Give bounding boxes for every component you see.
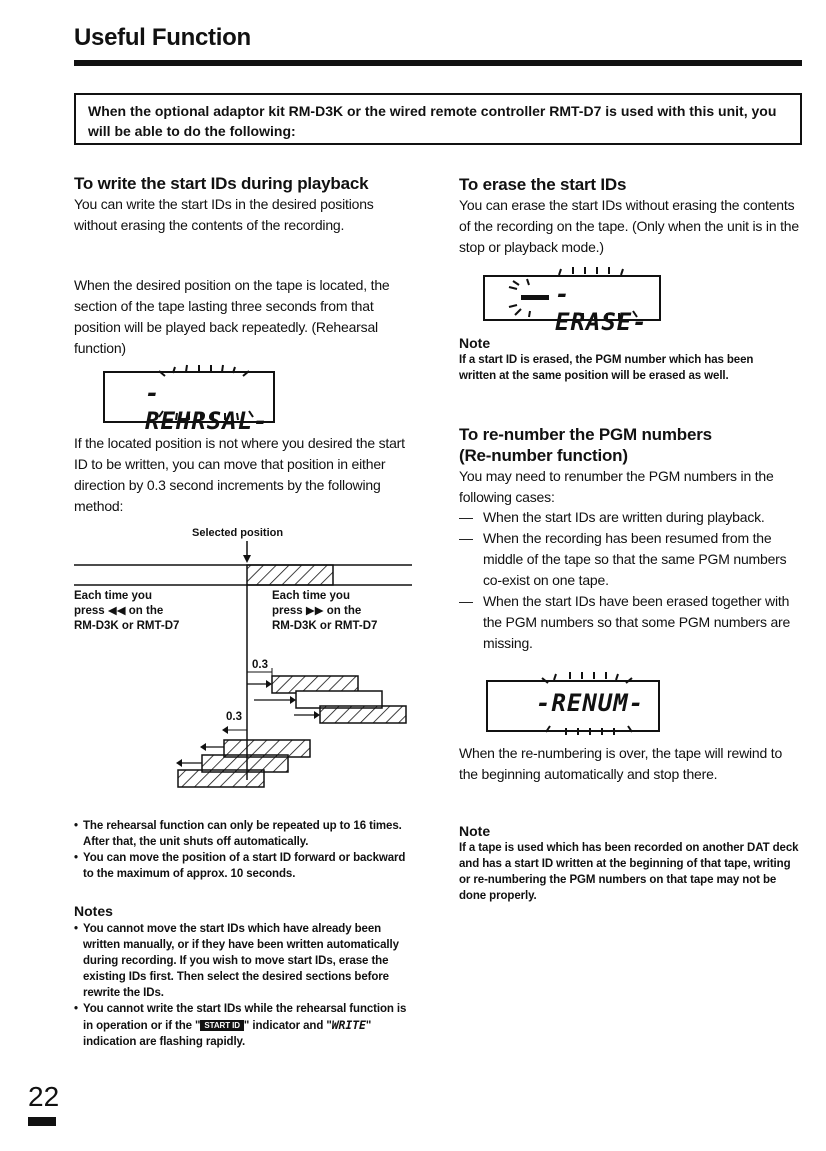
page-number: 22 <box>28 1081 60 1112</box>
selected-position-label: Selected position <box>192 527 284 539</box>
erase-note-heading: Note <box>459 335 491 351</box>
bullet-item: • The rehearsal function can only be repeated up to 16 times. After that, the unit shuts off automatically. <box>74 818 414 850</box>
write-indication: WRITE <box>331 1018 366 1032</box>
forward-step-label: 0.3 <box>252 659 268 671</box>
intro-text: When the optional adaptor kit RM-D3K or the wired remote controller RMT-D7 is used with this unit, you will be able to do the following: <box>88 103 777 139</box>
renumber-heading-1: To re-number the PGM numbers <box>459 425 712 444</box>
rehearsal-bullets <box>74 818 414 882</box>
erase-lcd-text: -ERASE- <box>555 280 648 336</box>
backward-label <box>74 589 179 634</box>
shift-diagram <box>74 525 414 800</box>
bullet-item: • You can move the position of a start ID forward or backward to the maximum of approx. 10 seconds. <box>74 850 414 882</box>
erase-para: You can erase the start IDs without erasing the contents of the recording on the tape. (Only when the unit is in the stop or playback mode.) <box>459 197 799 255</box>
write-ids-heading: To write the start IDs during playback <box>74 174 369 193</box>
renumber-heading-2: (Re-number function) <box>459 446 628 465</box>
title-rule <box>74 60 802 66</box>
case-item: — When the start IDs have been erased together with the PGM numbers so that some PGM numbers are missing. <box>459 591 801 654</box>
note2-text-a: You cannot write the start IDs while the rehearsal function is in operation or if the " <box>83 1003 407 1032</box>
notes-list <box>74 921 410 1050</box>
erase-note-text: If a start ID is erased, the PGM number which has been written at the same position will be erased as well. <box>459 354 754 382</box>
write-ids-para3: If the located position is not where you desired the start ID to be written, you can move that position in either direction by 0.3 second increments by the following method: <box>74 435 405 514</box>
renumber-after-para: When the re-numbering is over, the tape will rewind to the beginning automatically and stop there. <box>459 745 783 782</box>
note-item: • You cannot move the start IDs which have already been written manually, or if they have been written automatically during recording. If you wish to move start IDs, erase the existing IDs first. Then select the desired sections before rewrite the IDs. <box>74 921 410 1001</box>
page-number-bar <box>28 1117 56 1126</box>
case-item: — When the start IDs are written during playback. <box>459 507 801 528</box>
note2-text-c: " indication are flashing rapidly. <box>83 1020 372 1048</box>
case-item: — When the recording has been resumed from the middle of the tape so that the same PGM numbers co-exist on one tape. <box>459 528 801 591</box>
notes-heading: Notes <box>74 903 113 919</box>
backward-label-line2: press ◀◀ on the <box>74 605 164 617</box>
forward-label-line2: press ▶▶ on the <box>272 605 362 617</box>
renumber-note-heading: Note <box>459 823 491 839</box>
page-title: Useful Function <box>74 24 251 51</box>
renumber-cases <box>459 507 801 654</box>
write-ids-para1: You can write the start IDs in the desired positions without erasing the contents of the recording. <box>74 196 374 233</box>
start-id-indicator: START ID <box>200 1020 244 1031</box>
backward-step-label: 0.3 <box>226 711 242 723</box>
intro-box <box>74 93 802 145</box>
note-item <box>74 1001 410 1050</box>
backward-label-line3: RM-D3K or RMT-D7 <box>74 620 180 632</box>
erase-lcd <box>483 275 661 336</box>
note2-text-b: " indicator and " <box>243 1020 332 1032</box>
rehearsal-lcd <box>103 371 275 435</box>
forward-label-line1: Each time you <box>272 590 350 602</box>
renumber-para: You may need to renumber the PGM numbers in the following cases: <box>459 468 774 505</box>
rehearsal-lcd-text: -REHRSAL- <box>145 379 269 435</box>
backward-label-line1: Each time you <box>74 590 152 602</box>
forward-label-line3: RM-D3K or RMT-D7 <box>272 620 378 632</box>
renumber-note-text: If a tape is used which has been recorded on another DAT deck and has a start ID written at the beginning of that tape, writing or re-numbering the PGM numbers on that tape may not be done properly. <box>459 842 799 902</box>
write-ids-para2: When the desired position on the tape is located, the section of the tape lasting three seconds from that position will be played back repeatedly. (Rehearsal function) <box>74 277 390 356</box>
renumber-lcd <box>486 680 660 732</box>
renumber-lcd-text: -RENUM- <box>536 689 645 717</box>
forward-label <box>272 589 377 634</box>
shift-diagram-graphic <box>74 525 414 800</box>
erase-heading: To erase the start IDs <box>459 175 627 194</box>
